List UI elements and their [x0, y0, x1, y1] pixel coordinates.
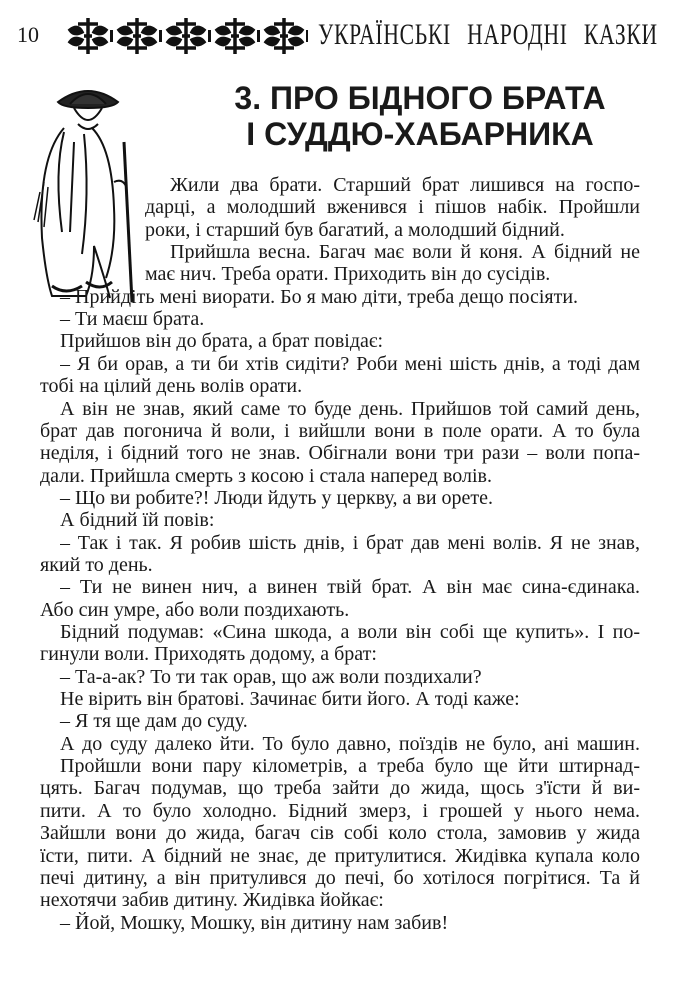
illustration-old-man [28, 72, 148, 304]
text-line: брат дав погонича й воли, і вийшли вони в поле орати. А то була [40, 419, 640, 442]
text-line: Прийшов він до брата, а брат повідає: [60, 330, 384, 353]
text-line: цять. Багач подумав, що треба зайти до жида, щось з'їсти й ви- [40, 777, 640, 800]
text-line: нехотячи забив дитину. Жидівка йойкає: [40, 889, 384, 912]
running-title: УКРАЇНСЬКІ НАРОДНІ КАЗКИ [318, 18, 658, 51]
text-line: – Йой, Мошку, Мошку, він дитину нам забив! [60, 911, 449, 934]
text-line: роки, і старший був багатий, а молодший бідний. [145, 218, 565, 241]
text-line: – Я тя ще дам до суду. [60, 710, 248, 733]
text-line: А до суду далеко йти. То було давно, поїздів не було, ані машин. [60, 732, 640, 755]
decorative-ornament-icon [64, 16, 308, 56]
text-line: – Ти не винен нич, а винен твій брат. А він має сина-єдинака. [60, 576, 640, 599]
story-title-line-2: І СУДДЮ-ХАБАРНИКА [246, 116, 594, 152]
text-line: Прийшла весна. Багач має воли й коня. А бідний не [170, 241, 640, 264]
text-line: – Так і так. Я робив шість днів, і брат дав мені волів. Я не знав, [60, 531, 640, 554]
text-line: – Ти маєш брата. [60, 308, 205, 331]
text-line: Бідний подумав: «Сина шкода, а воли він собі ще купить». І по- [60, 621, 640, 643]
text-line: дали. Прийшла смерть з косою і стала наперед волів. [40, 464, 492, 487]
page-number: 10 [17, 22, 39, 47]
text-line: який то день. [40, 553, 153, 576]
text-line: тобі на цілий день волів орати. [40, 375, 303, 398]
text-line: їсти, пити. А бідний не знає, де притулитися. Жидівка купала коло [40, 844, 640, 867]
text-line: пити. А то було холодно. Бідний змерз, і грошей у нього нема. [40, 799, 640, 822]
text-line: Жили два брати. Старший брат лишився на госпо- [170, 174, 640, 196]
text-line: гинули воли. Приходять додому, а брат: [40, 643, 377, 666]
text-line: Зайшли вони до жида, багач сів собі коло стола, замовив у жида [40, 822, 640, 845]
text-line: Не вірить він братові. Зачинає бити його. А тоді каже: [60, 688, 520, 711]
text-line: дарці, а молодший вженився і пішов набік. Пройшли [145, 196, 640, 219]
text-line: – Та-а-ак? То ти так орав, що аж воли поздихали? [60, 665, 482, 688]
text-line: Пройшли вони пару кілометрів, а треба було ще йти штирнад- [60, 755, 640, 778]
text-line: А бідний їй повів: [60, 509, 215, 532]
text-line: Або син умре, або воли поздихають. [40, 598, 350, 621]
text-line: – Прийдіть мені виорати. Бо я маю діти, треба дещо посіяти. [60, 285, 579, 308]
text-line: має нич. Треба орати. Приходить він до сусідів. [145, 263, 551, 286]
text-line: – Я би орав, а ти би хтів сидіти? Роби мені шість днів, а тоді дам [60, 352, 640, 375]
text-line: А він не знав, який саме то буде день. Прийшов той самий день, [60, 397, 640, 420]
story-title-line-1: 3. ПРО БІДНОГО БРАТА [234, 80, 606, 116]
text-line: неділя, і бідний того не знав. Обігнали вони три рази – воли попа- [40, 442, 640, 465]
text-line: печі дитину, а він притулився до печі, бо хотілося погрітися. Та й [40, 866, 640, 889]
text-line: – Що ви робите?! Люди йдуть у церкву, а ви орете. [60, 486, 494, 509]
